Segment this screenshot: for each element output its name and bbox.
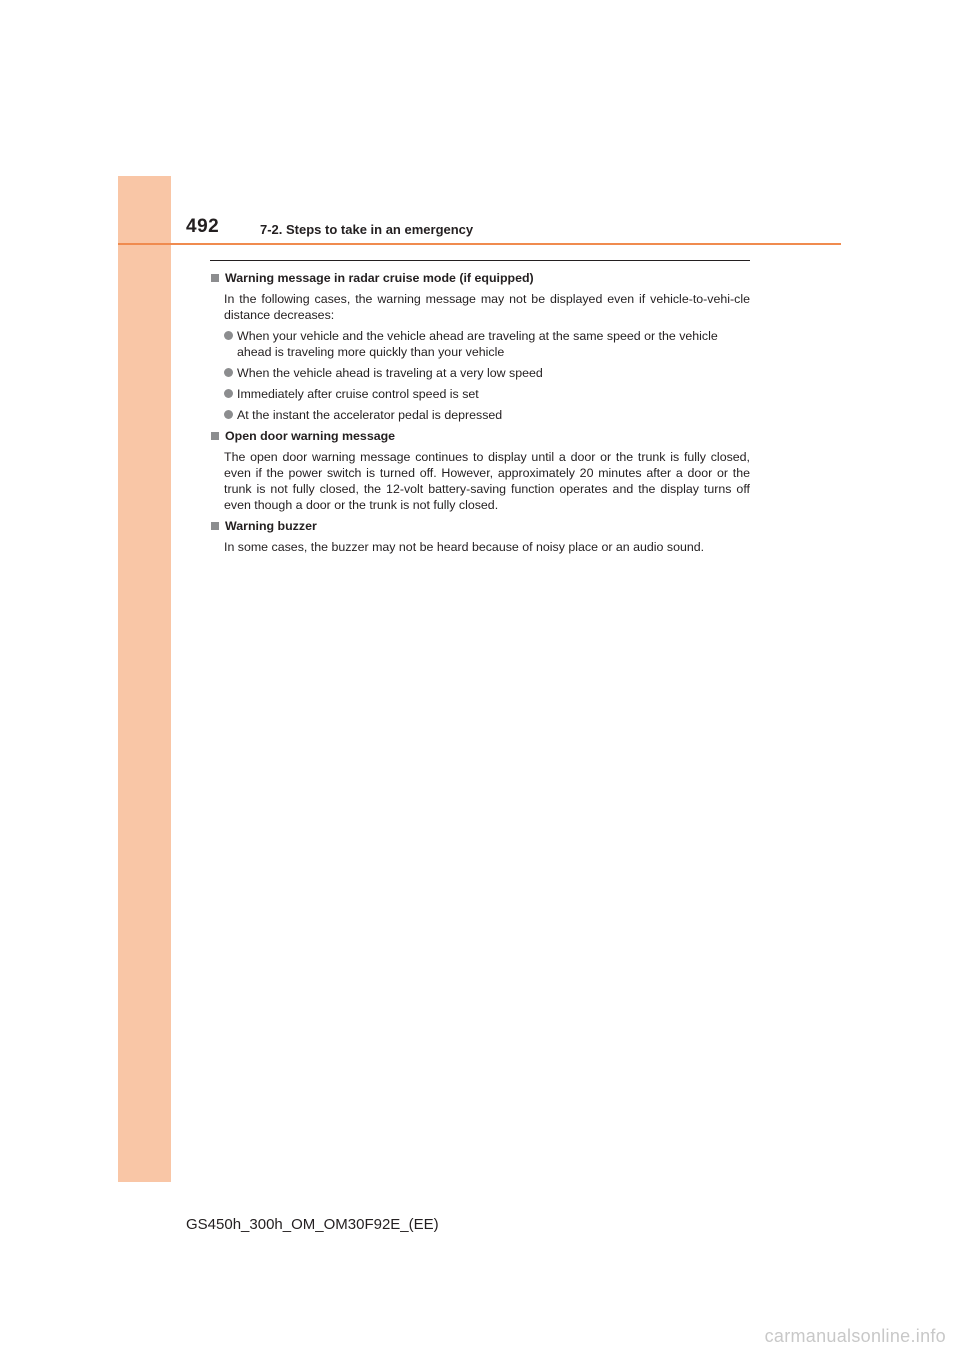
watermark: carmanualsonline.info [764,1326,946,1346]
section-body: The open door warning message continues to display until a door or the trunk is fully closed, even if the power switch is turned off. However, approximately 20 minutes after a door or the trunk is not fully closed, the 12-volt battery-saving function operates and the display turns off even though a door or the trunk is not fully closed. [224,450,750,512]
section-body: In some cases, the buzzer may not be heard because of noisy place or an audio sound. [224,540,705,554]
square-bullet-icon [211,522,219,530]
section-heading-text: Open door warning message [225,429,396,443]
page-number: 492 [186,216,220,237]
section-heading-text: Warning message in radar cruise mode (if equipped) [225,271,534,285]
list-item [224,328,750,360]
circle-bullet-icon [224,368,233,377]
section-intro: In the following cases, the warning message may not be displayed even if vehicle-to-vehi-cle distance decreases: [224,292,750,322]
list-item-text: At the instant the accelerator pedal is depressed [237,408,503,422]
list-item-text: When the vehicle ahead is traveling at a very low speed [237,366,543,380]
section-title: 7-2. Steps to take in an emergency [260,222,474,237]
section-heading [210,270,750,286]
square-bullet-icon [211,432,219,440]
square-bullet-icon [211,274,219,282]
header-rule [118,243,841,245]
list-item [224,365,750,381]
side-tab-band [118,176,171,1182]
circle-bullet-icon [224,410,233,419]
section-heading-text: Warning buzzer [225,519,317,533]
list-item-text: When your vehicle and the vehicle ahead are traveling at the same speed or the vehicle ahead is traveling more quickly than your vehicle [237,329,718,359]
document-code: GS450h_300h_OM_OM30F92E_(EE) [186,1216,439,1233]
list-item [224,407,750,423]
circle-bullet-icon [224,331,233,340]
section-heading [210,518,750,534]
list-item [224,386,750,402]
content-area [210,270,750,555]
circle-bullet-icon [224,389,233,398]
content-top-rule [210,260,750,261]
section-heading [210,428,750,444]
list-item-text: Immediately after cruise control speed is set [237,387,479,401]
